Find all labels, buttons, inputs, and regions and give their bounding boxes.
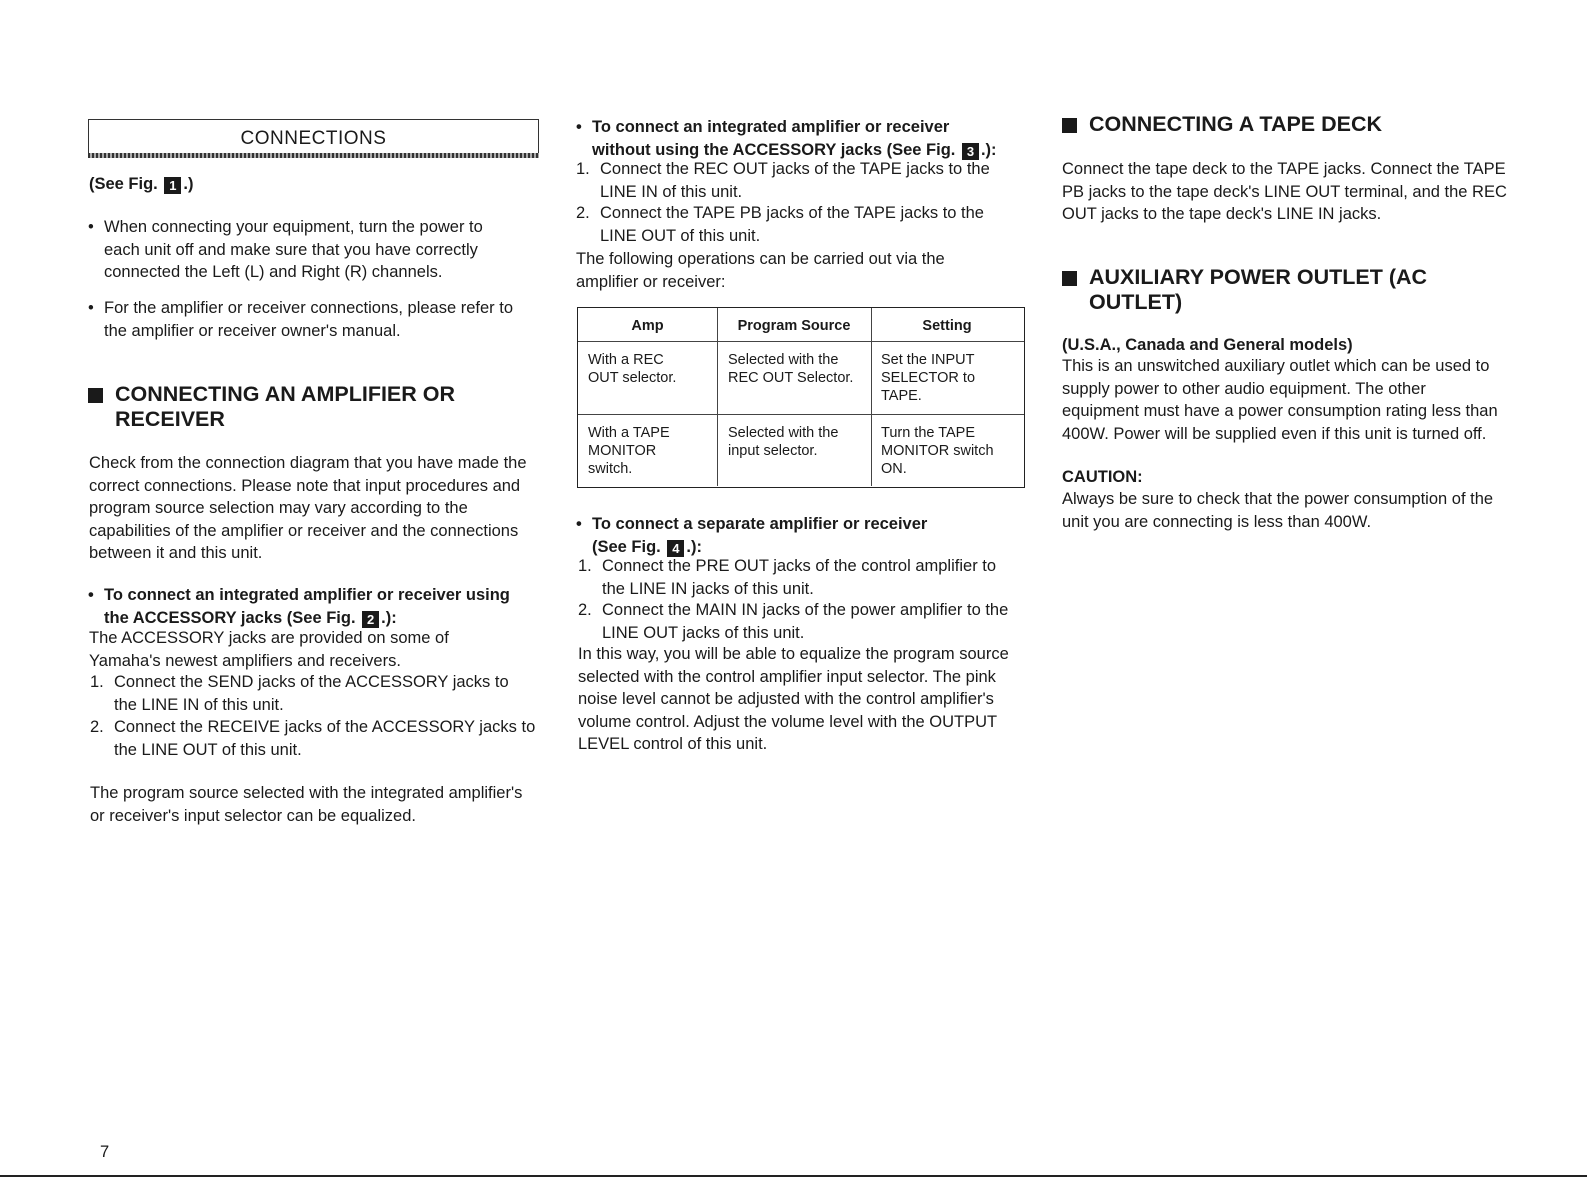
title-rule xyxy=(88,153,539,158)
bullet-power-off: • When connecting your equipment, turn the power to each unit off and make sure that you have correctly connected the Left (L) and Right (R) channels. xyxy=(88,218,483,281)
table-cell: Selected with the input selector. xyxy=(728,425,839,459)
square-bullet-icon xyxy=(1062,118,1077,133)
models-note: (U.S.A., Canada and General models) xyxy=(1062,336,1353,354)
fig-4-badge: 4 xyxy=(667,540,684,557)
fig-1-badge: 1 xyxy=(164,177,181,194)
bullet-refer-manual: • For the amplifier or receiver connections, please refer to the amplifier or receiver owner's manual. xyxy=(88,299,514,340)
bullet-dot-icon: • xyxy=(576,515,582,533)
table-cell: With a TAPE MONITOR switch. xyxy=(588,425,670,477)
integrated-heading: • To connect an integrated amplifier or receiver using the ACCESSORY jacks (See Fig. 2 .): xyxy=(88,586,510,627)
square-bullet-icon xyxy=(88,388,103,403)
bullet-dot-icon: • xyxy=(88,218,94,236)
separate-amp-heading: • To connect a separate amplifier or receiver (See Fig. 4 .): xyxy=(576,515,928,556)
separate-step-2: 2. Connect the MAIN IN jacks of the power amplifier to the LINE OUT jacks of this unit. xyxy=(578,601,1009,642)
table-header: Program Source xyxy=(737,318,851,334)
table-divider xyxy=(578,414,1024,415)
aux-paragraph: This is an unswitched auxiliary outlet which can be used to supply power to other audio equipment. The other equipment must have a power consumption rating less than 400W. Power will be supplied even if this unit is turned off. xyxy=(1062,357,1498,443)
middle-step-1: 1. Connect the REC OUT jacks of the TAPE jacks to the LINE IN of this unit. xyxy=(576,160,990,201)
left-step-2: 2. Connect the RECEIVE jacks of the ACCESSORY jacks to the LINE OUT of this unit. xyxy=(90,718,536,759)
middle-step-2: 2. Connect the TAPE PB jacks of the TAPE jacks to the LINE OUT of this unit. xyxy=(576,204,984,245)
bullet-dot-icon: • xyxy=(576,118,582,136)
table-cell: Set the INPUT SELECTOR to TAPE. xyxy=(881,352,976,404)
connections-title-box xyxy=(88,119,539,155)
tape-deck-heading: CONNECTING A TAPE DECK xyxy=(1062,112,1549,137)
table-header: Amp xyxy=(631,318,664,334)
table-cell: Turn the TAPE MONITOR switch ON. xyxy=(881,425,994,477)
page-bottom-rule xyxy=(0,1175,1587,1177)
tape-paragraph: Connect the tape deck to the TAPE jacks. Connect the TAPE PB jacks to the tape deck's LINE OUT terminal, and the REC OUT jacks to the tape deck's LINE IN jacks. xyxy=(1062,160,1507,223)
amp-paragraph: Check from the connection diagram that you have made the correct connections. Please note that input procedures and program source selection may vary according to the capabilities of the amplifier or receiver and the connections between it and this unit. xyxy=(89,454,527,562)
square-bullet-icon xyxy=(1062,271,1077,286)
fig-2-badge: 2 xyxy=(362,611,379,628)
bullet-dot-icon: • xyxy=(88,299,94,317)
aux-outlet-heading: AUXILIARY POWER OUTLET (AC OUTLET) xyxy=(1062,265,1549,315)
table-divider xyxy=(578,341,1024,342)
caution-text: Always be sure to check that the power consumption of the unit you are connecting is less than 400W. xyxy=(1062,490,1494,531)
bullet-dot-icon: • xyxy=(88,586,94,604)
amp-settings-table xyxy=(577,307,1025,488)
amp-heading: CONNECTING AN AMPLIFIER OR RECEIVER xyxy=(88,382,565,432)
page-number: 7 xyxy=(100,1143,110,1161)
without-accessory-heading: • To connect an integrated amplifier or receiver without using the ACCESSORY jacks (See Fig. 3 .): xyxy=(576,118,997,159)
fig-3-badge: 3 xyxy=(962,143,979,160)
table-cell: With a REC OUT selector. xyxy=(588,352,677,386)
separate-paragraph: In this way, you will be able to equalize the program source selected with the control amplifier input selector. The pink noise level cannot be adjusted with the control amplifier's volume control. Adjust the volume level with the OUTPUT LEVEL control of this unit. xyxy=(578,645,1009,753)
connections-title: CONNECTIONS xyxy=(240,128,387,149)
left-step-1: 1. Connect the SEND jacks of the ACCESSORY jacks to the LINE IN of this unit. xyxy=(90,673,509,714)
separate-step-1: 1. Connect the PRE OUT jacks of the control amplifier to the LINE IN jacks of this unit. xyxy=(578,557,997,598)
table-header: Setting xyxy=(922,318,972,334)
caution-label: CAUTION: xyxy=(1062,468,1143,486)
see-fig-1: (See Fig. 1 .) xyxy=(89,175,194,193)
closing-paragraph: The program source selected with the integrated amplifier's or receiver's input selector can be equalized. xyxy=(90,784,523,825)
accessory-intro: The ACCESSORY jacks are provided on some of Yamaha's newest amplifiers and receivers. xyxy=(89,629,449,670)
following-operations: The following operations can be carried out via the amplifier or receiver: xyxy=(576,250,945,291)
table-cell: Selected with the REC OUT Selector. xyxy=(728,352,854,386)
